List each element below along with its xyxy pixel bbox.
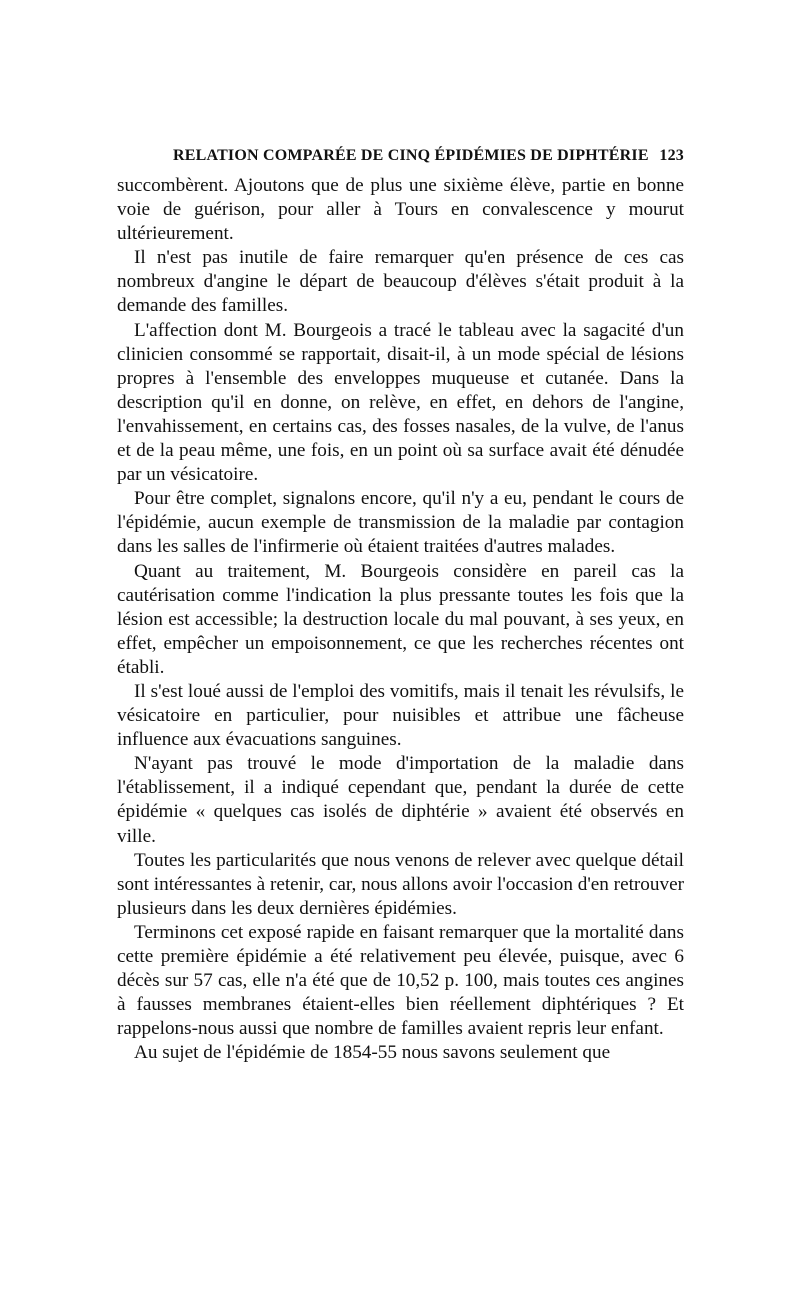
paragraph: Quant au traitement, M. Bourgeois considère en pareil cas la cautérisation comme l'indication la plus pressante toutes les fois que la lésion est accessible; la destruction locale du mal pouvant, à ses yeux, en effet, empêcher un empoisonnement, ce que les recherches récentes ont établi. (117, 560, 684, 678)
paragraph: L'affection dont M. Bourgeois a tracé le tableau avec la sagacité d'un clinicien consommé se rapportait, disait-il, à un mode spécial de lésions propres à l'ensemble des enveloppes muqueuse et cutanée. Dans la description qu'il en donne, on relève, en effet, en dehors de l'angine, l'envahissement, en certains cas, des fosses nasales, de la vulve, de l'anus et de la peau même, une fois, en un point où sa surface avait été dénudée par un vésicatoire. (117, 319, 684, 486)
paragraph: Pour être complet, signalons encore, qu'il n'y a eu, pendant le cours de l'épidémie, aucun exemple de transmission de la maladie par contagion dans les salles de l'infirmerie où étaient traitées d'autres malades. (117, 488, 684, 558)
paragraph: N'ayant pas trouvé le mode d'importation de la maladie dans l'établissement, il a indiqué cependant que, pendant la durée de cette épidémie « quelques cas isolés de diphtérie » avaient été observés en ville. (117, 753, 684, 847)
paragraph: Il s'est loué aussi de l'emploi des vomitifs, mais il tenait les révulsifs, le vésicatoire en particulier, pour nuisibles et attribue une fâcheuse influence aux évacuations sanguines. (117, 680, 684, 751)
running-title: RELATION COMPARÉE DE CINQ ÉPIDÉMIES DE DIPHTÉRIE (173, 147, 649, 164)
paragraph-continued: succombèrent. Ajoutons que de plus une sixième élève, partie en bonne voie de guérison, pour aller à Tours en convalescence y mourut ultérieurement. (117, 175, 684, 245)
page-number: 123 (659, 147, 684, 164)
paragraph: Toutes les particularités que nous venons de relever avec quelque détail sont intéressantes à retenir, car, nous allons avoir l'occasion d'en retrouver plusieurs dans les deux dernières épidémies. (117, 849, 684, 919)
body-text (117, 174, 684, 1065)
running-head (117, 147, 684, 169)
paragraph: Au sujet de l'épidémie de 1854-55 nous savons seulement que (134, 1042, 611, 1064)
paragraph: Il n'est pas inutile de faire remarquer qu'en présence de ces cas nombreux d'angine le départ de beaucoup d'élèves s'était produit à la demande des familles. (117, 247, 684, 317)
paragraph: Terminons cet exposé rapide en faisant remarquer que la mortalité dans cette première épidémie a été relativement peu élevée, puisque, avec 6 décès sur 57 cas, elle n'a été que de 10,52 p. 100, mais toutes ces angines à fausses membranes étaient-elles bien réellement diphtériques ? Et rappelons-nous aussi que nombre de familles avaient repris leur enfant. (117, 921, 684, 1040)
